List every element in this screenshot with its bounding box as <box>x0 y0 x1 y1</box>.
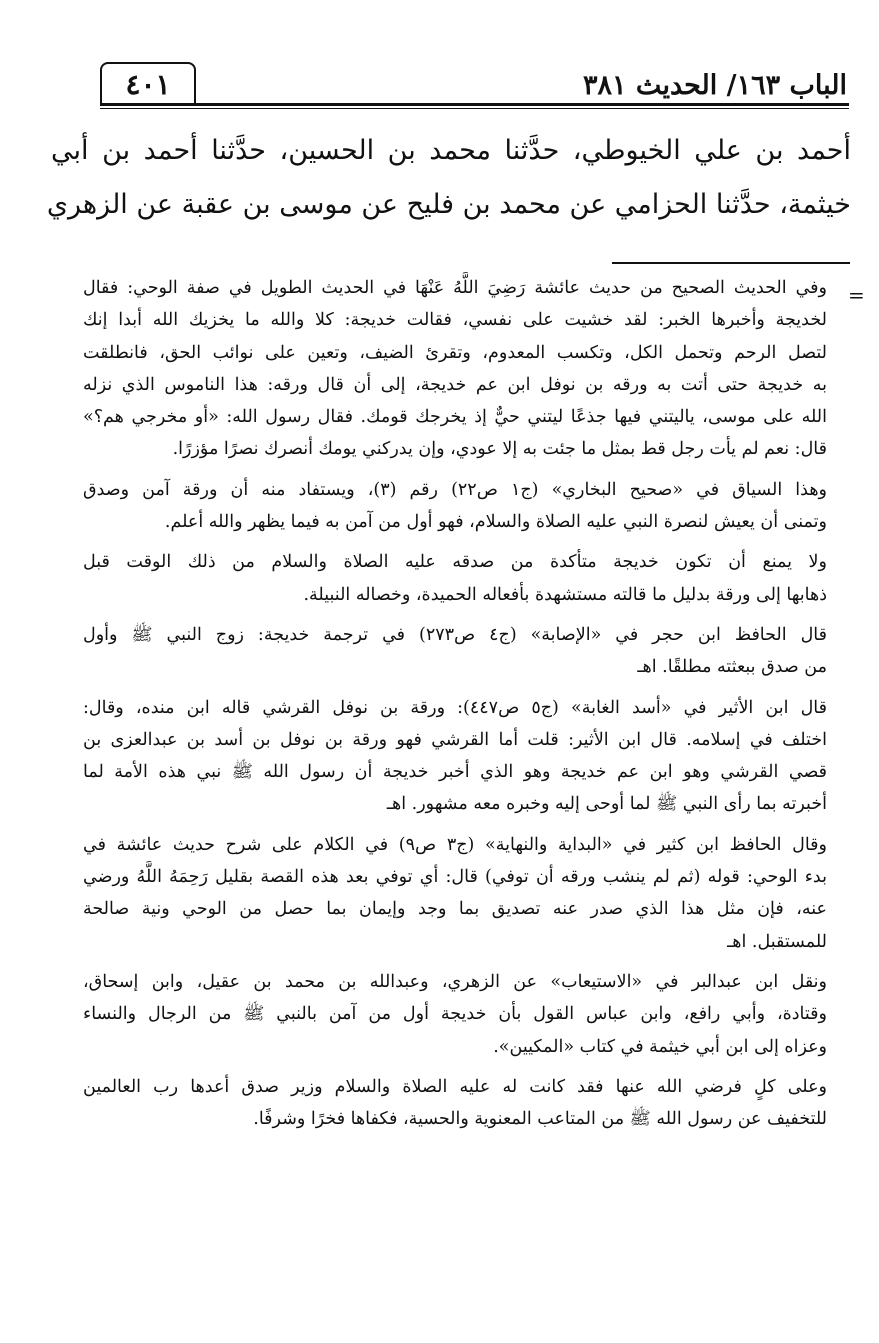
page-number: ٤٠١ <box>125 68 171 101</box>
footnote-paragraph <box>83 546 827 611</box>
footnote-line: للمستقبل. اهـ <box>727 931 827 952</box>
footnote-line: وعزاه إلى ابن أبي خيثمة في كتاب «المكيين». <box>493 1036 827 1057</box>
footnote-line: وقتادة، وأبي رافع، وابن عباس القول بأن خديجة أول من آمن بالنبي ﷺ من الرجال والنساء <box>83 1004 827 1025</box>
footnote-line: أخبرته بما رأى النبي ﷺ لما أوحى إليه وخبره معه مشهور. اهـ <box>386 794 827 815</box>
footnote-line: وفي الحديث الصحيح من حديث عائشة رَضِيَ اللَّهُ عَنْهَا في الحديث الطويل في صفة الوحي: فقال <box>83 278 827 298</box>
footnote-line: الله على موسى، ياليتني فيها جذعًا ليتني حيٌّ إذ يخرجك قومك. فقال رسول الله: «أو مخرجي هم؟» <box>83 407 827 428</box>
footnote-line: به خديجة حتى أتت به ورقه بن نوفل ابن عم خديجة، إلى أن قال ورقه: هذا الناموس الذي نزله <box>83 374 827 395</box>
footnote-paragraph <box>83 619 827 684</box>
footnote-continuation-marker: = <box>848 283 865 307</box>
footnote-separator <box>612 262 850 264</box>
running-header-title: الباب ١٦٣/ الحديث ٣٨١ <box>583 70 847 101</box>
footnote-line: قال: نعم لم يأت رجل قط بمثل ما جئت به إلا عودي، وإن يدركني يومك أنصرك نصرًا مؤزرًا. <box>172 439 827 460</box>
footnote-paragraph <box>83 1071 827 1136</box>
footnote-paragraph <box>83 474 827 539</box>
footnote-paragraph <box>83 966 827 1063</box>
footnote-line: لخديجة وأخبرها الخبر: لقد خشيت على نفسي، فقالت خديجة: كلا والله ما يخزيك الله أبدا إنك <box>83 310 827 331</box>
footnote-paragraph <box>83 692 827 821</box>
footnote-line: اختلف في إسلامه. قال ابن الأثير: قلت أما القرشي فهو ورقة بن نوفل بن أسد بن عبدالعزى بن <box>83 729 827 750</box>
footnote-line: للتخفيف عن رسول الله ﷺ من المتاعب المعنوية والحسية، فكفاها فخرًا وشرفًا. <box>253 1109 827 1130</box>
header-rule-thin <box>100 108 849 109</box>
main-text-line: أحمد بن علي الخيوطي، حدَّثنا محمد بن الحسين، حدَّثنا أحمد بن أبي <box>51 135 851 166</box>
main-text-line: خيثمة، حدَّثنا الحزامي عن محمد بن فليح عن موسى بن عقبة عن الزهري <box>46 189 851 220</box>
footnote-line: عنه، فإن مثل هذا الذي صدر عنه تصديق بما وجد وإيمان بما حصل من الوحي ونية صالحة <box>83 899 827 920</box>
footnote-line: قال ابن الأثير في «أسد الغابة» (ج٥ ص٤٤٧): ورقة بن نوفل القرشي قاله ابن منده، وقال: <box>83 697 827 718</box>
footnotes <box>83 272 827 1143</box>
footnote-line: وعلى كلٍ فرضي الله عنها فقد كانت له عليه الصلاة والسلام وزير صدق أعدها رب العالمين <box>83 1076 827 1097</box>
footnote-line: ولا يمنع أن تكون خديجة متأكدة من صدقه عليه الصلاة والسلام من ذلك الوقت قبل <box>83 552 827 573</box>
footnote-line: من صدق ببعثته مطلقًا. اهـ <box>637 657 827 678</box>
footnote-line: وهذا السياق في «صحيح البخاري» (ج١ ص٢٢) رقم (٣)، ويستفاد منه أن ورقة آمن وصدق <box>83 479 827 500</box>
footnote-line: بدء الوحي: قوله (ثم لم ينشب ورقه أن توفي) قال: أي توفي بعد هذه القصة بقليل رَحِمَهُ اللَّهُ ورضي <box>83 867 827 888</box>
footnote-line: وتمنى أن يعيش لنصرة النبي عليه الصلاة والسلام، فهو أول من آمن به فيما يظهر والله أعلم. <box>164 512 827 533</box>
footnote-line: ونقل ابن عبدالبر في «الاستيعاب» عن الزهري، وعبدالله بن محمد بن عقيل، وابن إسحاق، <box>83 971 827 992</box>
footnote-line: قال الحافظ ابن حجر في «الإصابة» (ج٤ ص٢٧٣) في ترجمة خديجة: زوج النبي ﷺ وأول <box>83 624 827 645</box>
header-rule <box>100 103 849 106</box>
main-text <box>46 124 851 232</box>
footnote-line: قصي القرشي وهو ابن عم خديجة وهو الذي أخبر خديجة أن رسول الله ﷺ نبي هذه الأمة لما <box>83 762 827 783</box>
footnote-line: لتصل الرحم وتحمل الكل، وتكسب المعدوم، وتقرئ الضيف، وتعين على نوائب الحق، فانطلقت <box>83 342 827 363</box>
footnote-paragraph <box>83 272 827 466</box>
footnote-line: وقال الحافظ ابن كثير في «البداية والنهاية» (ج٣ ص٩) في الكلام على شرح حديث عائشة في <box>83 834 827 855</box>
footnote-line: ذهابها إلى ورقة بدليل ما قالته مستشهدة بأفعاله الحميدة، وخصاله النبيلة. <box>303 584 827 605</box>
footnote-paragraph <box>83 829 827 958</box>
